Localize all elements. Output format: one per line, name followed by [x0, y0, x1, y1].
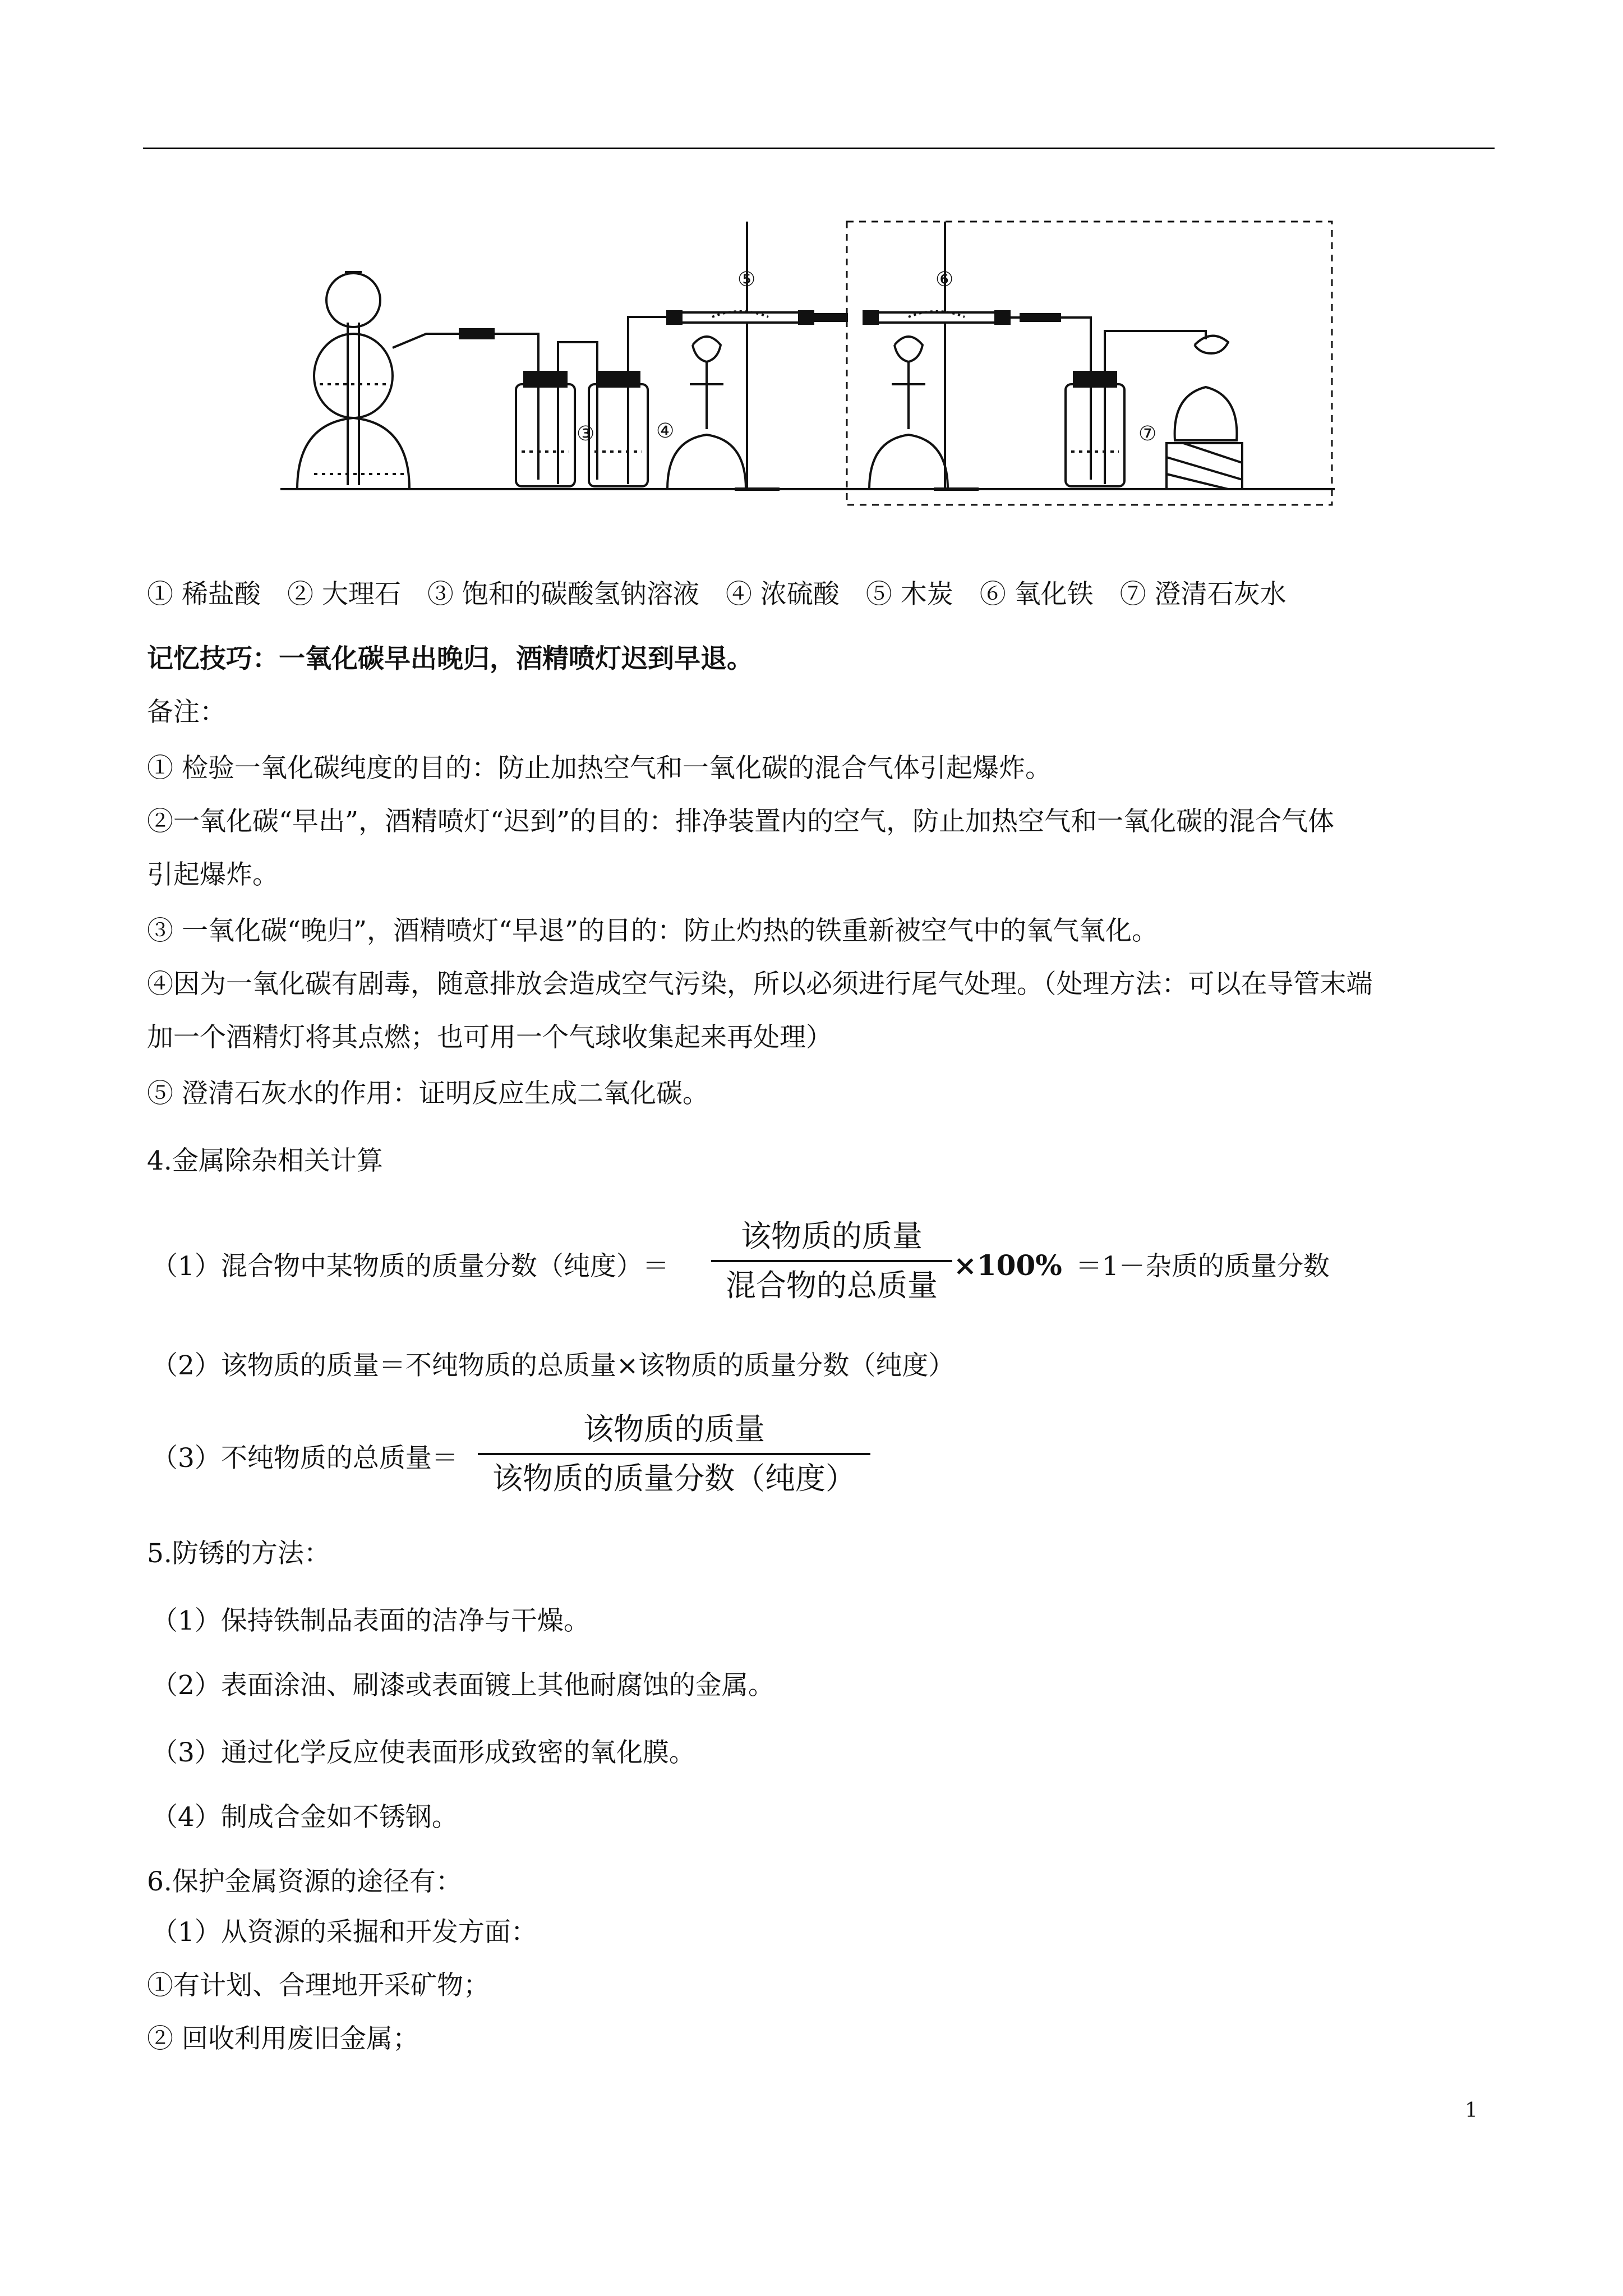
page-number: 1 [1465, 2099, 1478, 2122]
note-line: 加一个酒精灯将其点燃；也可用一个气球收集起来再处理） [147, 1022, 832, 1053]
header-rule [143, 148, 1495, 149]
alcohol-lamp-2 [869, 323, 979, 489]
formula3-prefix: （3）不纯物质的总质量＝ [151, 1443, 458, 1474]
formula1-prefix: （1）混合物中某物质的质量分数（纯度）＝ [151, 1251, 669, 1282]
notes-title: 备注： [147, 697, 226, 728]
formula1-suffix: ＝1－杂质的质量分数 [1076, 1251, 1330, 1282]
formula1-times: ×100% [953, 1249, 1062, 1282]
label-7: ⑦ [1138, 422, 1157, 445]
note-line: ③ 一氧化碳“晚归”，酒精喷灯“早退”的目的：防止灼热的铁重新被空气中的氧气氧化。 [147, 915, 1159, 946]
formula3-denominator: 该物质的质量分数（纯度） [492, 1461, 856, 1496]
label-5: ⑤ [737, 268, 756, 291]
tube-6 [864, 222, 1091, 480]
section5-item: （4）制成合金如不锈钢。 [151, 1802, 458, 1833]
label-6: ⑥ [935, 268, 954, 291]
formula3-fraction [478, 1409, 870, 1499]
note-line: ②一氧化碳“早出”，酒精喷灯“迟到”的目的：排净装置内的空气，防止加热空气和一氧化碳的混合气体 [147, 806, 1335, 837]
section6-item: ①有计划、合理地开采矿物； [147, 1970, 490, 2001]
note-line: ① 检验一氧化碳纯度的目的：防止加热空气和一氧化碳的混合气体引起爆炸。 [147, 753, 1052, 784]
section6-title: 6.保护金属资源的途径有： [147, 1866, 462, 1897]
apparatus-diagram [275, 216, 1340, 510]
memory-tip: 记忆技巧：一氧化碳早出晚归，酒精喷灯迟到早退。 [147, 643, 753, 674]
kipp-generator [297, 272, 494, 489]
section4-title: 4.金属除杂相关计算 [147, 1145, 383, 1176]
section5-item: （1）保持铁制品表面的洁净与干燥。 [151, 1605, 590, 1636]
bottle-4 [589, 317, 667, 486]
formula1-numerator: 该物质的质量 [741, 1218, 923, 1254]
fraction-bar [478, 1453, 870, 1455]
section6-item: ② 回收利用废旧金属； [147, 2023, 419, 2054]
alcohol-lamp-1 [667, 323, 780, 489]
tube-5 [667, 222, 847, 324]
formula3-numerator: 该物质的质量 [583, 1411, 765, 1447]
section5-item: （3）通过化学反应使表面形成致密的氧化膜。 [151, 1737, 695, 1768]
formula1-denominator: 混合物的总质量 [726, 1268, 938, 1303]
formula2: （2）该物质的质量＝不纯物质的总质量×该物质的质量分数（纯度） [151, 1350, 955, 1381]
section5-title: 5.防锈的方法： [147, 1538, 330, 1569]
note-line: ④因为一氧化碳有剧毒，随意排放会造成空气污染，所以必须进行尾气处理。（处理方法：可以在导管末端 [147, 969, 1373, 1000]
section5-item: （2）表面涂油、刷漆或表面镀上其他耐腐蚀的金属。 [151, 1670, 774, 1701]
note-line: 引起爆炸。 [147, 859, 279, 890]
formula1-fraction [711, 1216, 952, 1306]
bottle-3 [516, 342, 597, 486]
label-4: ④ [656, 420, 675, 443]
reagent-legend: ① 稀盐酸 ② 大理石 ③ 饱和的碳酸氢钠溶液 ④ 浓硫酸 ⑤ 木炭 ⑥ 氧化铁 ⑦ 澄清石灰水 [147, 579, 1287, 610]
fraction-bar [711, 1260, 952, 1262]
label-3: ③ [577, 422, 595, 445]
section6-item: （1）从资源的采掘和开发方面： [151, 1917, 537, 1948]
tail-gas-burner [1166, 336, 1242, 489]
note-line: ⑤ 澄清石灰水的作用：证明反应生成二氧化碳。 [147, 1078, 709, 1109]
